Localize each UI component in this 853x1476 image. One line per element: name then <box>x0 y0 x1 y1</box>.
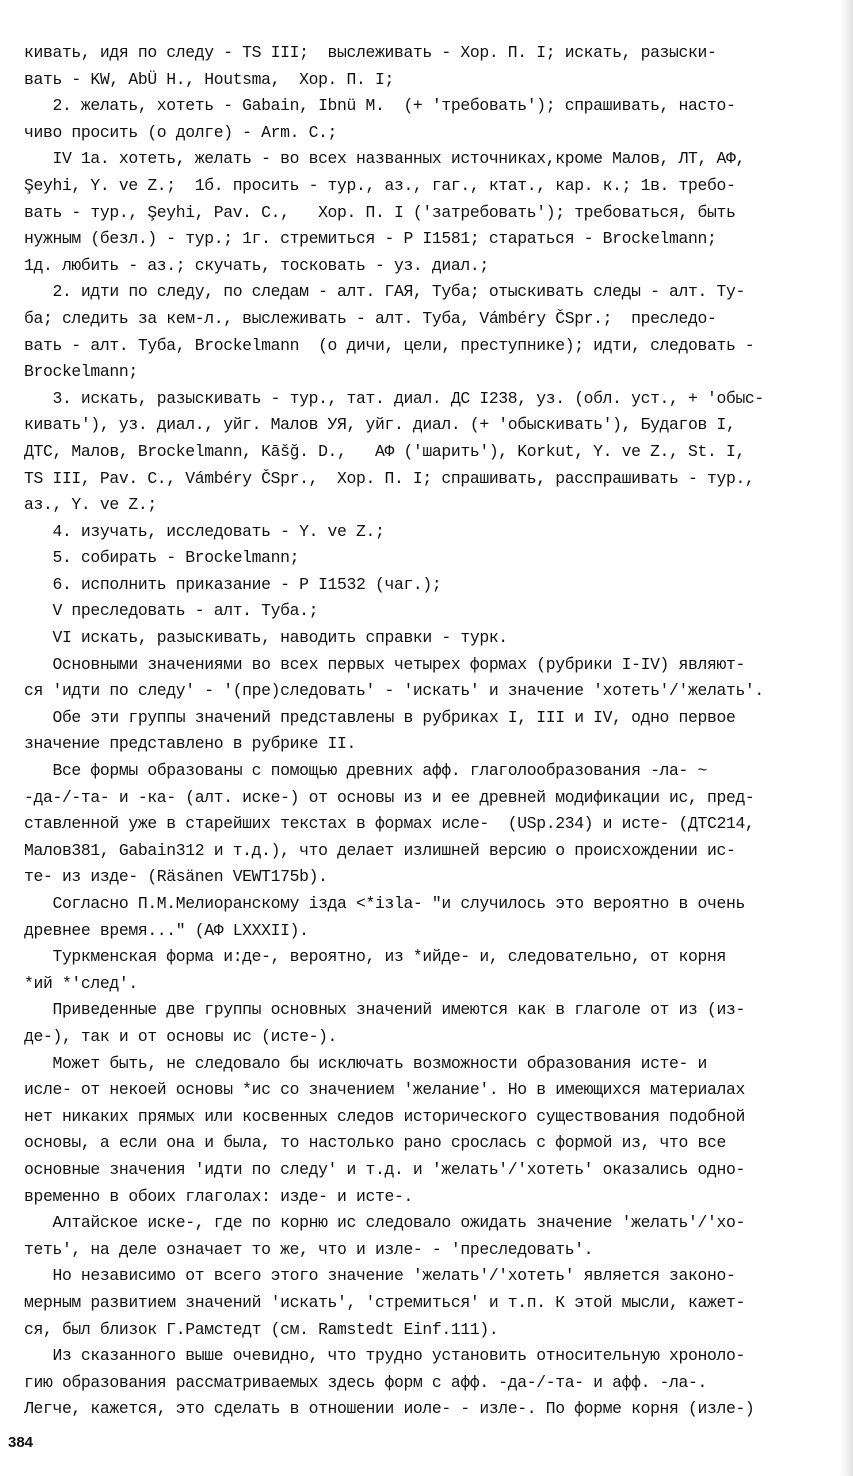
text-line: нет никаких прямых или косвенных следов исторического существования подобной <box>24 1106 745 1126</box>
text-line: древнее время..." (АФ LXXXII). <box>24 920 309 940</box>
text-line: вать - KW, AbÜ H., Houtsma, Хор. П. I; <box>24 69 394 89</box>
text-line: кивать, идя по следу - TS III; выслеживать - Хор. П. I; искать, разыски- <box>24 43 717 62</box>
scan-edge-shadow <box>839 0 853 1476</box>
text-line: основы, а если она и была, то настолько рано срослась с формой из, что все <box>24 1133 726 1153</box>
text-line: мерным развитием значений 'искать', 'стремиться' и т.п. К этой мысли, кажет- <box>24 1292 745 1312</box>
text-line: те- из изде- (Räsänen VEWT175b). <box>24 867 328 887</box>
text-line: -да-/-та- и -ка- (алт. иске-) от основы из и ее древней модификации ис, пред- <box>24 787 755 807</box>
text-line: вать - алт. Туба, Brockelmann (о дичи, цели, преступнике); идти, следовать - <box>24 335 755 355</box>
text-line: де-), так и от основы ис (исте-). <box>24 1026 338 1046</box>
text-line: Туркменская форма и:де-, вероятно, из *ийде- и, следовательно, от корня <box>24 947 726 967</box>
text-line: 5. собирать - Brockelmann; <box>24 548 300 568</box>
text-line: Из сказанного выше очевидно, что трудно установить относительную хроноло- <box>24 1346 745 1366</box>
text-line: теть', на деле означает то же, что и изле- - 'преследовать'. <box>24 1239 594 1259</box>
page-number: 384 <box>8 1434 34 1451</box>
text-line: чиво просить (о долге) - Arm. C.; <box>24 122 338 142</box>
text-line: 1д. любить - аз.; скучать, тосковать - уз. диал.; <box>24 255 489 275</box>
text-line: IV 1a. хотеть, желать - во всех названных источниках,кроме Малов, ЛТ, АФ, <box>24 149 745 169</box>
text-line: V преследовать - алт. Туба.; <box>24 601 319 621</box>
text-line: основные значения 'идти по следу' и т.д. и 'желать'/'хотеть' оказались одно- <box>24 1159 745 1179</box>
text-line: значение представлено в рубрике II. <box>24 734 357 754</box>
text-line: ставленной уже в старейших текстах в формах исле- (USp.234) и исте- (ДТС214, <box>24 814 755 834</box>
text-line: 3. искать, разыскивать - тур., тат. диал. ДС I238, уз. (обл. уст., + 'обыс- <box>24 388 764 408</box>
text-line: Şeyhi, Y. ve Z.; 1б. просить - тур., аз., гаг., ктат., кар. к.; 1в. требо- <box>24 175 736 195</box>
text-line: вать - тур., Şeyhi, Pav. C., Хор. П. I ('затребовать'); требоваться, быть <box>24 202 736 222</box>
text-line: 4. изучать, исследовать - Y. ve Z.; <box>24 521 385 541</box>
text-line: 2. желать, хотеть - Gabain, Ibnü M. (+ 'требовать'); спрашивать, насто- <box>24 96 736 116</box>
text-line: аз., Y. ve Z.; <box>24 495 157 515</box>
text-line: Может быть, не следовало бы исключать возможности образования исте- и <box>24 1053 707 1073</box>
text-line: ДТС, Малов, Brockelmann, Kāšğ. D., АФ ('шарить'), Korkut, Y. ve Z., St. I, <box>24 441 745 461</box>
body-text <box>24 40 836 1423</box>
text-line: нужным (безл.) - тур.; 1г. стремиться - Р I1581; стараться - Brockelmann; <box>24 229 717 249</box>
text-line: гию образования рассматриваемых здесь форм с афф. -да-/-та- и афф. -ла-. <box>24 1372 707 1392</box>
text-line: Все формы образованы с помощью древних афф. глаголообразования -ла- ~ <box>24 761 707 781</box>
text-line: Согласно П.М.Мелиоранскому iзда <*iзla- "и случилось это вероятно в очень <box>24 894 745 913</box>
text-line: Основными значениями во всех первых четырех формах (рубрики I-IV) являют- <box>24 654 745 674</box>
text-line: TS III, Pav. C., Vámbéry ČSpr., Хор. П. I; спрашивать, расспрашивать - тур., <box>24 468 755 488</box>
text-line: Но независимо от всего этого значение 'желать'/'хотеть' является законо- <box>24 1266 736 1286</box>
text-line: 6. исполнить приказание - Р I1532 (чаг.); <box>24 574 442 594</box>
text-line: ба; следить за кем-л., выслеживать - алт. Туба, Vámbéry ČSpr.; преследо- <box>24 308 717 328</box>
text-line: исле- от некоей основы *ис со значением 'желание'. Но в имеющихся материалах <box>24 1080 745 1100</box>
text-line: ся, был близок Г.Рамстедт (см. Ramstedt Einf.111). <box>24 1319 499 1339</box>
text-line: Алтайское иске-, где по корню ис следовало ожидать значение 'желать'/'хо- <box>24 1213 745 1233</box>
text-line: Приведенные две группы основных значений имеются как в глаголе от из (из- <box>24 1000 745 1020</box>
text-line: Малов381, Gabain312 и т.д.), что делает излишней версию о происхождении ис- <box>24 840 736 860</box>
text-line: 2. идти по следу, по следам - алт. ГАЯ, Туба; отыскивать следы - алт. Ту- <box>24 282 745 302</box>
text-line: ся 'идти по следу' - '(пре)следовать' - 'искать' и значение 'хотеть'/'желать'. <box>24 681 764 701</box>
text-line: Обе эти группы значений представлены в рубриках I, III и IV, одно первое <box>24 707 736 727</box>
text-line: кивать'), уз. диал., уйг. Малов УЯ, уйг. диал. (+ 'обыскивать'), Будагов I, <box>24 415 736 435</box>
text-line: Brockelmann; <box>24 362 138 382</box>
text-line: *ий *'след'. <box>24 973 138 993</box>
text-line: Легче, кажется, это сделать в отношении иоле- - изле-. По форме корня (изле-) <box>24 1399 755 1419</box>
text-line: VI искать, разыскивать, наводить справки - турк. <box>24 628 508 648</box>
text-line: временно в обоих глаголах: изде- и исте-. <box>24 1186 413 1206</box>
